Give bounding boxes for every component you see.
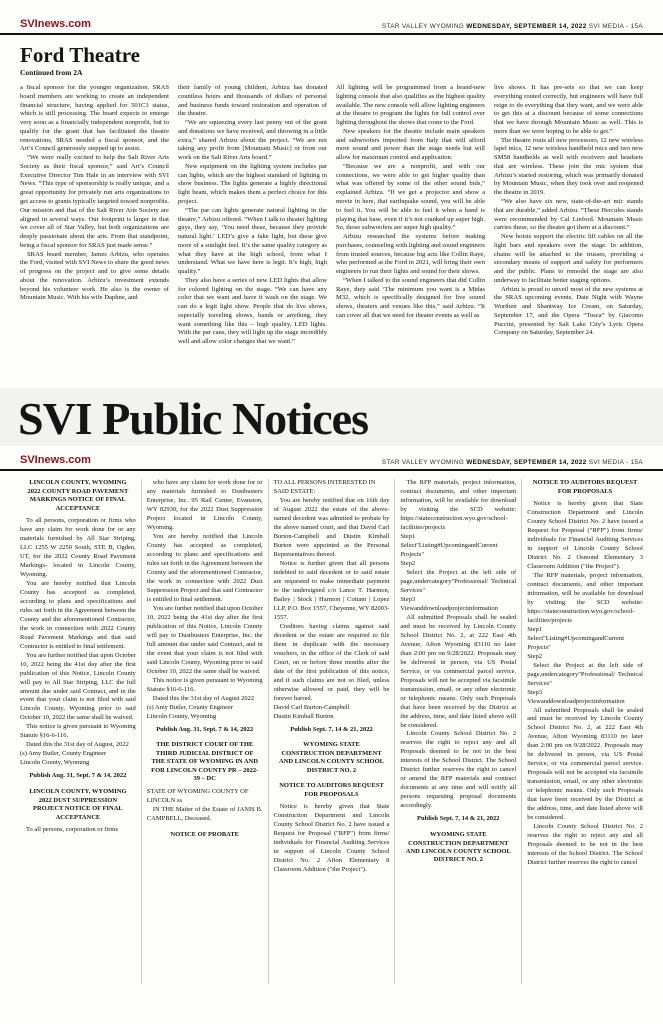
notice-line: Lincoln County, Wyoming (20, 759, 90, 767)
article-paragraph: New hoists support the electric lift cables on all the light bars and speakers over the stage. In addition, chains will be attached to the trusses, providing a secondary means of support and safety for performers and the public. Plans to remodel the stage are also underway to facilitate better staging options. (494, 233, 643, 284)
notice-body: Select the Project at the left side of page,undercategory"Professional/ Technical Services" (527, 661, 643, 687)
notice-body: Notice is hereby given that State Construction Department and Lincoln County School District No. 2 have issued a Request for Proposal ("RFP") from firms/ individuals for Financial Auditing Services in support of Lincoln County School District No. 2 Osmond Elementary 3 Classroom Addition ("the Project"). (527, 500, 643, 570)
notice-body: Dated this the 31st day of August, 2022 (26, 741, 129, 749)
notice-line: Viewanddownloadprojectinformation (527, 697, 625, 705)
masthead-page-id: SVI MEDIA - 15A (586, 459, 643, 467)
article-paragraph: All lighting will be programmed from a brand-new lighting console that also qualifies as the highest quality available. The new console will allow lighting engineers at the theatre to program the lights for full control over lighting throughout the shows that come to the Ford. (336, 84, 485, 127)
article-paragraph: “We are squeezing every last penny out of the grant and donations we have received, and throwing in a little extra,” shared Arbizu about the project. “We are not taking any profit from [Mountain Music] or from our work on the Salt River Arts board.” (178, 119, 327, 162)
article-column-1 (20, 84, 169, 384)
article-paragraph: their family of young children, Arbizu has donated countless hours and thousands of dollars of personal and business funds toward restoration and operation of the theatre. (178, 84, 327, 118)
masthead-date: WEDNESDAY, SEPTEMBER 14, 2022 (466, 459, 587, 467)
notice-publish: Publish Sept. 7, 14 & 21, 2022 (417, 815, 500, 823)
notice-body: Creditors having claims against said decedent or the estate are required to file them in duplicate with the necessary vouchers, in the office of the Clerk of said Court, on or before three months after the date of the first publication of this notice, and if such claims are not so filed, unless otherwise allowed or paid, they will be forever barred. (273, 622, 390, 702)
notice-body: To all persons, corporation or firms who have any claim for work done for or any materials furnished by All Star Striping, LLC 1255 W 2250 South, STE B, Ogden, UT, for the 2022 County Road Pavement Markings- located in Lincoln County, Wyoming. (20, 517, 136, 578)
notice-column-4 (395, 479, 522, 984)
notice-line: Step1 (527, 625, 542, 633)
masthead-middle (0, 446, 663, 471)
notice-heading: LINCOLN COUNTY, WYOMING 2022 COUNTY ROAD PAVEMENT MARKINGS NOTICE OF FINAL ACCEPTANCE (27, 479, 129, 512)
notice-line: Lincoln County, Wyoming (146, 712, 217, 720)
article-paragraph: New equipment on the lighting system includes par can lights, which are the highest standard of lighting in show business. The lights generate a highly directional light beam, which makes them a perfect choice for this project. (178, 162, 327, 205)
notice-heading: THE DISTRICT COURT OF THE THIRD JUDICIAL DISTRICT OF THE STATE OF WYOMING IN AND FOR LINCOLN COUNTY PR – 2022-39 – DC (151, 741, 259, 783)
notice-line: Viewanddownloadprojectinformation (400, 604, 498, 612)
notice-column-2 (142, 479, 269, 984)
notice-heading: WYOMING STATE CONSTRUCTION DEPARTMENT AND LINCOLN COUNTY SCHOOL DISTRICT NO. 2 (405, 831, 511, 864)
notice-line: STATE OF WYOMING COUNTY OF LINCOLN ss (146, 787, 249, 804)
notice-body: This notice is given pursuant to Wyoming Statute §16-6-116. (20, 723, 136, 740)
notice-body: This notice is given pursuant to Wyoming Statute §16-6-116. (146, 676, 263, 693)
article-paragraph: New speakers for the theatre include main speakers and subwoofers imported from Italy that will afford more sound and power than the stage needs but will allow for maximum control and application. (336, 127, 485, 162)
article-paragraph: “Because we are a nonprofit, and with our connections, we were able to get higher quality than what was offered by some of the other sound bids,” explained Arbizu. “If we get a projector and show a movie in here, that earthquake sound, you will be able to feel it. You will be able to feel it when a band is playing that base, even if it’s not cranked up super high. So, those subwoofers are super high quality.” (336, 162, 485, 232)
article-column-4 (494, 84, 643, 384)
notice-column-3 (269, 479, 396, 984)
notice-body: who have any claim for work done for or any materials furnished to Dustbusters Enterprise, Inc. 95 Rail Center, Evanston, WY 82930, for the 2022 Dust Suppression Project located in Lincoln County, Wyoming. (146, 479, 263, 532)
article-paragraph: a fiscal sponsor for the younger organization. SRAS board members are working to create an independent financial structure, having applied for 501C3 status, which is still processing. The board expects to emerge very soon as a financially independent nonprofit, but to qualify for the grant that has facilitated the theatre renovations, SRAS needed a fiscal sponsor, and the Art’s Council generously stepped up to assist. (20, 84, 169, 153)
article-paragraph: SRAS board member, James Arbizu, who operates the Ford, visited with SVI News to share the good news of progress on the project and to give some details about the renovation. Arbizu’s investment extends beyond his volunteer work. He also is the owner of Mountain Music. With his wife Daphne, and (20, 250, 169, 302)
masthead-location: STAR VALLEY WYOMING (381, 23, 467, 30)
notice-body: Dated this the 31st day of August 2022 (152, 694, 255, 702)
notice-body: IN THE Matter of the Estate of JANIS B. CAMPBELL, Deceased. (146, 805, 263, 822)
article-paragraph: live shows. It has pre-sets so that we can keep everything routed correctly, but engineers will have full reign to do everything that they want, and we were able to get this at a discount because of some connections that we have through Mountain Music as well. This is more than we were hoping to be able to get.” (494, 84, 643, 135)
notice-line: Step3 (400, 595, 416, 603)
masthead-top (0, 10, 663, 35)
notice-heading: NOTICE OF PROBATE (170, 830, 239, 838)
notice-line: Select"Listing#UpcomingandCurrent Projects" (400, 542, 498, 559)
article-paragraph: “The par can lights generate natural lighting in the theatre,” Arbizu offered. “When I talk to theater lighting guys, they say, ‘You need these, because they provide natural light.’ LED’s give a fake light, but these give more of a sunlight feel. It’s the same quality category as what they have at the high school, from what I understand. What we have here is legit. It’s high, high quality.” (178, 206, 327, 276)
notice-body: All submitted Proposals shall be sealed and must be received by Lincoln County School District No. 2, at 222 East 4th Avenue, Afton Wyoming 83110 no later than 2:00 pm on 9/28/2022. Proposals may be delivered in person, via US Postal Service, or via commercial parcel service. Proposals will not be accepted via facsimile transmission, email, or any other electronic or telephonic means. Only such Proposals that have been received by the District at the address, time, and date listed above will be considered. (400, 613, 517, 729)
article-paragraph: “When I talked to the sound engineers that did Collin Raye, they said ‘The minimum you want is a Midas M32, which is specifically designed for live sound shows, theaters and venues like this,” said Arbizu. “It can cover all that we need for theater events as well as (336, 276, 485, 319)
ford-theatre-article (0, 35, 663, 388)
public-notices-title: SVI Public Notices (18, 393, 368, 445)
notice-heading: LINCOLN COUNTY, WYOMING 2022 DUST SUPPRESSION PROJECT NOTICE OF FINAL ACCEPTANCE (29, 788, 127, 821)
article-paragraph: Arbizu is proud to unveil most of the new systems at the SRAS upcoming events, Date Night with Wayne Worthen and Shantway Ice Cream, on Saturday, September 17, and the Opera “Tosca” by Giacomo Puccini, presented by Salt Lake City’s Lyric Opera Company on Saturday, September 24. (494, 285, 643, 337)
article-paragraph: Arbizu researched the systems before making purchases, counseling with lighting and sound engineers from trusted sources, because big acts like Collin Raye, who performed at the Ford in 2021, will bring their own engineers to run their lights and sound for their shows. (336, 233, 485, 276)
notice-body: To all persons, corporation or firms (26, 825, 118, 833)
site-name: SVInews.com (20, 454, 91, 467)
public-notices-banner (0, 388, 663, 446)
site-name: SVInews.com (20, 18, 91, 30)
notice-publish: Publish Aug. 31, Sept. 7 & 14, 2022 (29, 772, 127, 780)
notice-heading: NOTICE TO AUDITORS REQUEST FOR PROPOSALS (532, 479, 638, 495)
notice-line: Step1 (400, 533, 416, 541)
notice-body: All submitted Proposals shall be sealed and must be received by Lincoln County School District No. 2, at 222 East 4th Avenue, Afton Wyoming 83110 no later than 2:00 pm on 9/28/2022. Proposals may be delivered in person, via US Postal Service, or via commercial parcel service. Proposals will not be accepted via facsimile transmission, email, or any other electronic or telephonic means. Only such Proposals that have been received by the District at the address, time, and date listed above will be considered. (527, 706, 643, 822)
notice-line: (s) Amy Butler, County Engineer (146, 703, 234, 711)
notice-body: You are hereby notified that Lincoln County has accepted as completed, according to plans and specifications and rules set forth in the Agreement between the County and the aforementioned Contractor, the work in connection with 2022 County Road Pavement Markings and that said Contractor is entitled to final settlement. (20, 579, 136, 650)
article-column-3 (336, 84, 485, 384)
notice-line: TO ALL PERSONS INTERESTED IN SAID ESTATE: (273, 479, 376, 496)
notice-heading: WYOMING STATE CONSTRUCTION DEPARTMENT AND LINCOLN COUNTY SCHOOL DISTRICT NO. 2 (278, 741, 385, 774)
notice-body: You are hereby notified that Lincoln County has accepted as completed, according to plans and specifications and rules set forth in the Agreement between the County and the aforementioned Contractor, the work in connection with 2022 Dust Suppression Project and that said Contractor is entitled to final settlement. (146, 533, 263, 603)
notice-body: Select the Project at the left side of page,undercategory"Professional/ Technical Services" (400, 569, 517, 594)
notice-body: You are further notified that upon October 10, 2022 being the 41st day after the first publication of this Notice, Lincoln County will pay to Dustbusters Enterprise, Inc. the full amount due under said Contract, and in the event that your claim is not filed with said Lincoln County, Wyoming prior to said October 10, 2022 the same shall be waived. (146, 604, 263, 675)
article-continued-kicker: Continued from 2A (20, 68, 83, 78)
notice-body: Notice is hereby given that State Construction Department and Lincoln County School District No. 2 have issued a Request for Proposal ("RFP") from firms/ individuals for Financial Auditing Services in support of Lincoln County School District No. 2 Afton Elementary 8 Classroom Addition ("the Project"). (273, 803, 390, 873)
article-headline: Ford Theatre (20, 43, 140, 67)
article-paragraph: “We also have six new, state-of-the-art mic stands that are durable,” added Arbizu. “These Hercules stands were recommended by Cal Linford. Mountain Music carries these, so the theatre got them at a discount.” (494, 198, 643, 232)
notice-line: Step3 (527, 688, 542, 696)
article-paragraph: “We were really excited to help the Salt River Arts Society as their fiscal sponsor,” said Art’s Council Executive Director Tim Hale in an interview with SVI News. “This type of sponsorship is really unique, and a great opportunity for privately run arts organizations to get access to grants typically targeted toward nonprofits. Our mission and that of the Salt River Arts Society are aligned in several ways. Our footprint is larger in that we cover all of Star Valley, but both organizations are deeply passionate about the arts. From that standpoint, being a fiscal sponsor for SRAS just made sense.” (20, 154, 169, 249)
masthead-page-id: SVI MEDIA - 15A (586, 23, 643, 30)
notice-body: Lincoln County School District No. 2 reserves the right to reject any and all Proposals deemed to be not in the best interests of the School District. The School District further reserves the right to cancel or amend the RFP materials and contract documents at any time and will notify all persons requesting proposal documents accordingly. (400, 730, 517, 810)
masthead-location: STAR VALLEY WYOMING (381, 459, 467, 467)
notice-column-1 (15, 479, 142, 984)
masthead-dateline (382, 459, 643, 466)
notice-body: Lincoln County School District No. 2 reserves the right to reject any and all Proposals deemed to be not in the best interests of the School District. The School District further reserves the right to cancel (527, 823, 643, 866)
article-paragraph: They also have a series of new LED lights that allow for colored lighting on the stage. “We can have any color that we want and have it wash on the stage. We can do a legit light show. People that do live shows, especially traveling shows, bands or anything, they want something like this – high quality, LED lights. With the par cans, they will light up the stage incredibly well and allow color changes that we want.” (178, 276, 327, 346)
notice-body: The RFP materials, project information, contract documents, and other important information, will be available for download by visiting the SCD website: https://stateconstruction.wyo.gov/school-facilities/projects (400, 479, 517, 532)
notice-heading: NOTICE TO AUDITORS REQUEST FOR PROPOSALS (279, 782, 384, 798)
notice-body: You are hereby notified that on 16th day of August 2022 the estate of the above-named decedent was admitted to probate by the above named court, and that David Carl Burton-Campbell and Dustin Kimball Burton were appointed as the Personal Representatives thereof. (273, 497, 390, 559)
masthead-dateline (382, 23, 643, 30)
notice-line: Dustin Kimball Burton (273, 712, 334, 720)
notice-line: Step2 (527, 652, 542, 660)
notice-publish: Publish Sept. 7, 14 & 21, 2022 (290, 725, 373, 733)
notice-line: Step2 (400, 560, 416, 568)
notice-column-5 (522, 479, 648, 984)
article-column-2 (178, 84, 327, 384)
notice-line: (s) Amy Butler, County Engineer (20, 750, 107, 758)
notice-body: The RFP materials, project information, contract documents, and other important information, will be available for download by visiting the SCD website: https://stateconstruction.wyo.gov/school-facilities/projects (527, 571, 643, 624)
public-notices-columns (0, 471, 663, 984)
notice-body: You are further notified that upon October 10, 2022 being the 41st day after the first publication of this Notice, Lincoln County will pay to All Star Striping, LLC the full amount due under said Contract, and in the event that your claim is not filed with said Lincoln County, Wyoming prior to said October 10, 2022 the same shall be waived. (20, 651, 136, 722)
notice-publish: Publish Aug. 31, Sept. 7 & 14, 2022 (156, 725, 254, 733)
article-columns (20, 84, 643, 384)
notice-line: David Carl Burton-Campbell (273, 703, 350, 711)
masthead-date: WEDNESDAY, SEPTEMBER 14, 2022 (466, 23, 587, 30)
article-paragraph: The theatre routs all new processors, 12 new wireless lapel mics, 12 new wireless handheld mics and two new SM58 handhelds as well with receivers and headsets that are wireless. These join the mic system that Arbizu’s started restoring, which was primarily donated by Mountain Music, when they took over and reopened the theatre in 2019. (494, 136, 643, 197)
notice-line: Select"Listing#UpcomingandCurrent Projects" (527, 634, 625, 651)
notice-body: Notice is further given that all persons indebted to said decedent or to said estate are requested to make immediate payment to the undersigned c/o Lance T. Harmon, Bailey | Stock | Harmon | Cottam | Lopez LLP, P.O. Box 1557, Cheyenne, WY 82003-1557. (273, 560, 390, 621)
